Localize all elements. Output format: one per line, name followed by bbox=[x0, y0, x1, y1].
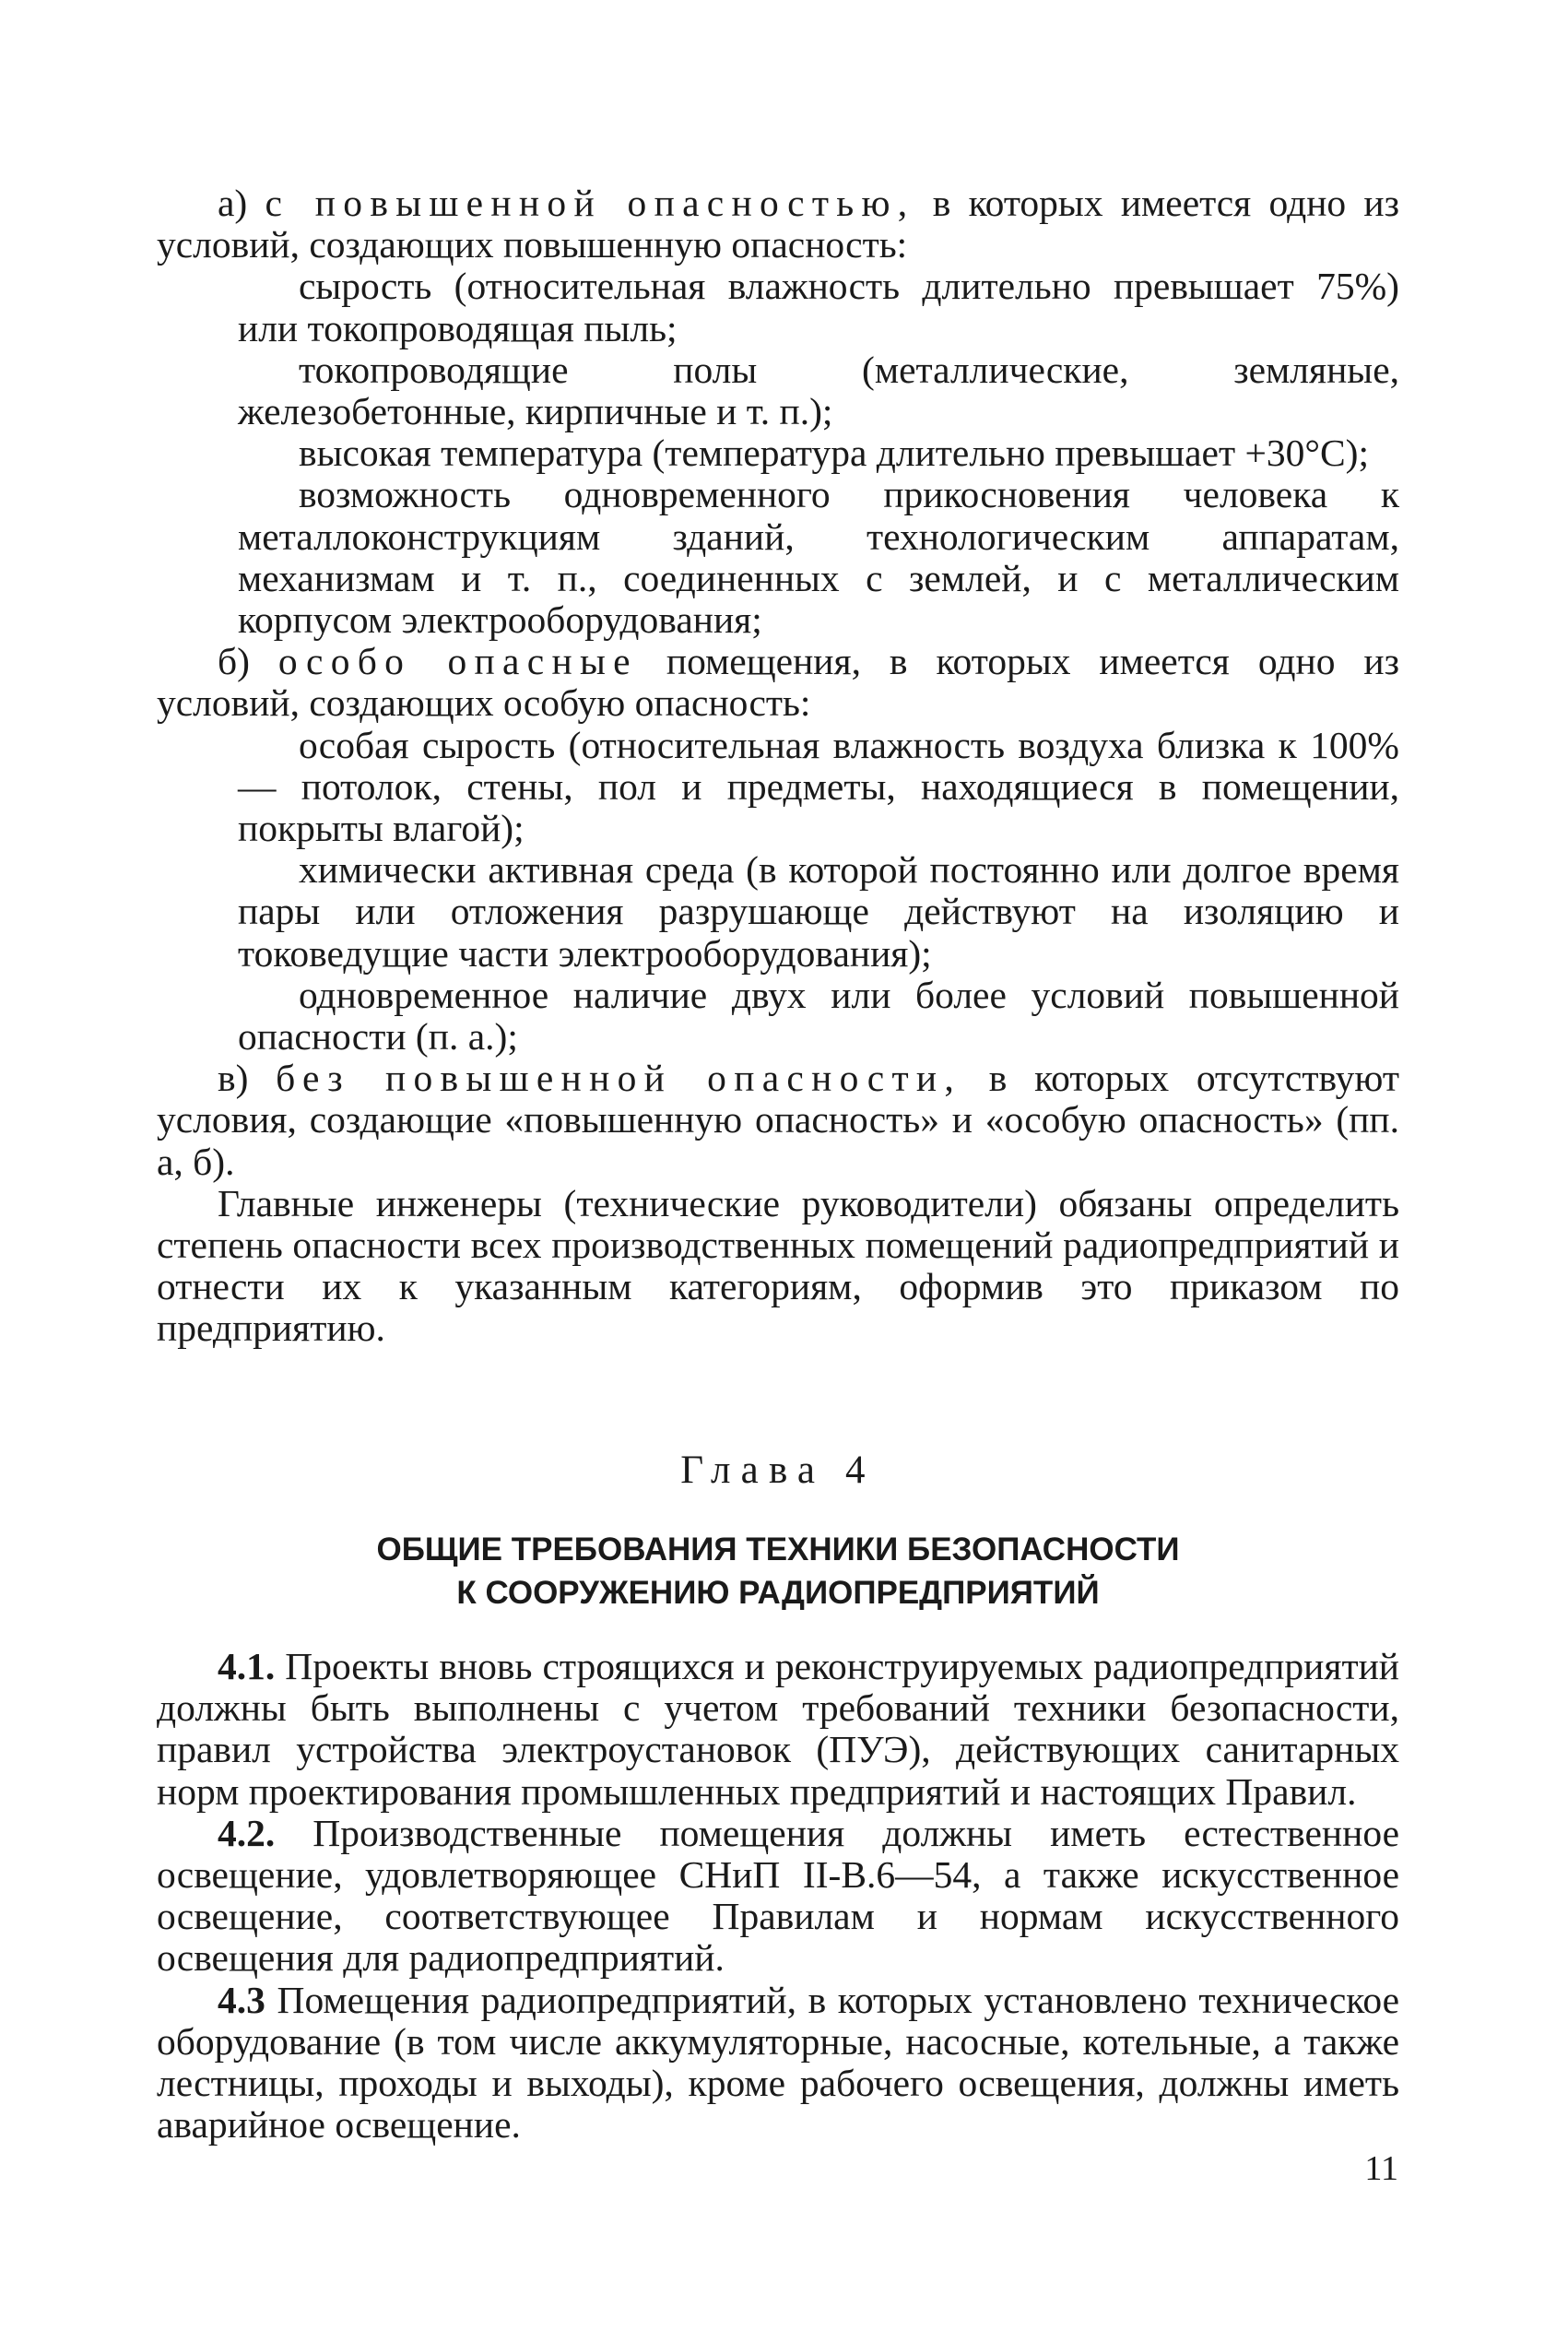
section-4-3 bbox=[157, 1980, 1399, 2147]
section-4-2 bbox=[157, 1813, 1399, 1980]
closing-paragraph: Главные инженеры (технические руководители) обязаны определить степень опасности всех производственных помещений радиопредприятий и отнести их к указанным категориям, оформив это приказом по предприятию. bbox=[157, 1181, 1399, 1350]
condition-item: сырость (относительная влажность длительно превышает 75%) или токопроводящая пыль; bbox=[238, 265, 1399, 349]
section-number: 4.2. bbox=[218, 1811, 276, 1854]
spaced-term: особо опасные bbox=[277, 640, 638, 683]
page-content bbox=[157, 183, 1399, 2146]
condition-item: химически активная среда (в которой постоянно или долгое время пары или отложения разрушающе действуют на изоляцию и токоведущие части электрооборудования); bbox=[238, 848, 1399, 975]
section-number: 4.3 bbox=[218, 1978, 265, 2021]
spaced-term: с повышенной опасностью, bbox=[265, 182, 915, 224]
list-item-a bbox=[157, 183, 1399, 266]
spaced-term: без повышенной опасности, bbox=[276, 1057, 962, 1100]
section-text: Проекты вновь строящихся и реконструируемых радиопредприятий должны быть выполнены с учетом требований техники безопасности, правил устройства электроустановок (ПУЭ), действующих санитарных норм проектирования промышленных предприятий и настоящих Правил. bbox=[157, 1644, 1399, 1813]
section-text: Производственные помещения должны иметь естественное освещение, удовлетворяющее СНиП II-В.6—54, а также искусственное освещение, соответствующее Правилам и нормам искусственного освещения для радиопредприятий. bbox=[157, 1811, 1399, 1980]
section-text: Помещения радиопредприятий, в которых установлено техническое оборудование (в том числе аккумуляторные, насосные, котельные, а также лестницы, проходы и выходы), кроме рабочего освещения, должны иметь аварийное освещение. bbox=[157, 1978, 1399, 2147]
page-number: 11 bbox=[1364, 2149, 1398, 2188]
chapter-label: Глава 4 bbox=[680, 1448, 876, 1492]
list-item-b bbox=[157, 641, 1399, 724]
item-marker: в) bbox=[218, 1057, 249, 1100]
list-item-v bbox=[157, 1058, 1399, 1183]
chapter-title bbox=[157, 1528, 1399, 1614]
section-number: 4.1. bbox=[218, 1644, 276, 1687]
item-text: помещения, в которых имеется одно из условий, создающих особую опасность: bbox=[157, 640, 1400, 725]
sections bbox=[157, 1646, 1399, 2146]
item-text: в которых имеется одно из условий, создающих повышенную опасность: bbox=[157, 182, 1400, 266]
condition-item: одновременное наличие двух или более условий повышенной опасности (п. а.); bbox=[238, 973, 1399, 1059]
item-text: в которых отсутствуют условия, создающие «повышенную опасность» и «особую опасность» (пп. а, б). bbox=[157, 1057, 1400, 1183]
chapter-title-line: К СООРУЖЕНИЮ РАДИОПРЕДПРИЯТИЙ bbox=[456, 1574, 1100, 1611]
item-marker: б) bbox=[218, 640, 250, 683]
condition-item: возможность одновременного прикосновения человека к металлоконструкциям зданий, технологическим аппаратам, механизмам и т. п., соединенных с землей, и с металлическим корпусом электрооборудования; bbox=[238, 473, 1399, 642]
chapter-title-line: ОБЩИЕ ТРЕБОВАНИЯ ТЕХНИКИ БЕЗОПАСНОСТИ bbox=[376, 1531, 1180, 1567]
condition-item: особая сырость (относительная влажность воздуха близка к 100% — потолок, стены, пол и предметы, находящиеся в помещении, покрыты влагой); bbox=[238, 723, 1399, 850]
condition-item: токопроводящие полы (металлические, земляные, железобетонные, кирпичные и т. п.); bbox=[238, 348, 1399, 433]
condition-item: высокая температура (температура длительно превышает +30°C); bbox=[299, 432, 1369, 475]
section-4-1 bbox=[157, 1646, 1399, 1813]
item-marker: а) bbox=[218, 182, 248, 224]
